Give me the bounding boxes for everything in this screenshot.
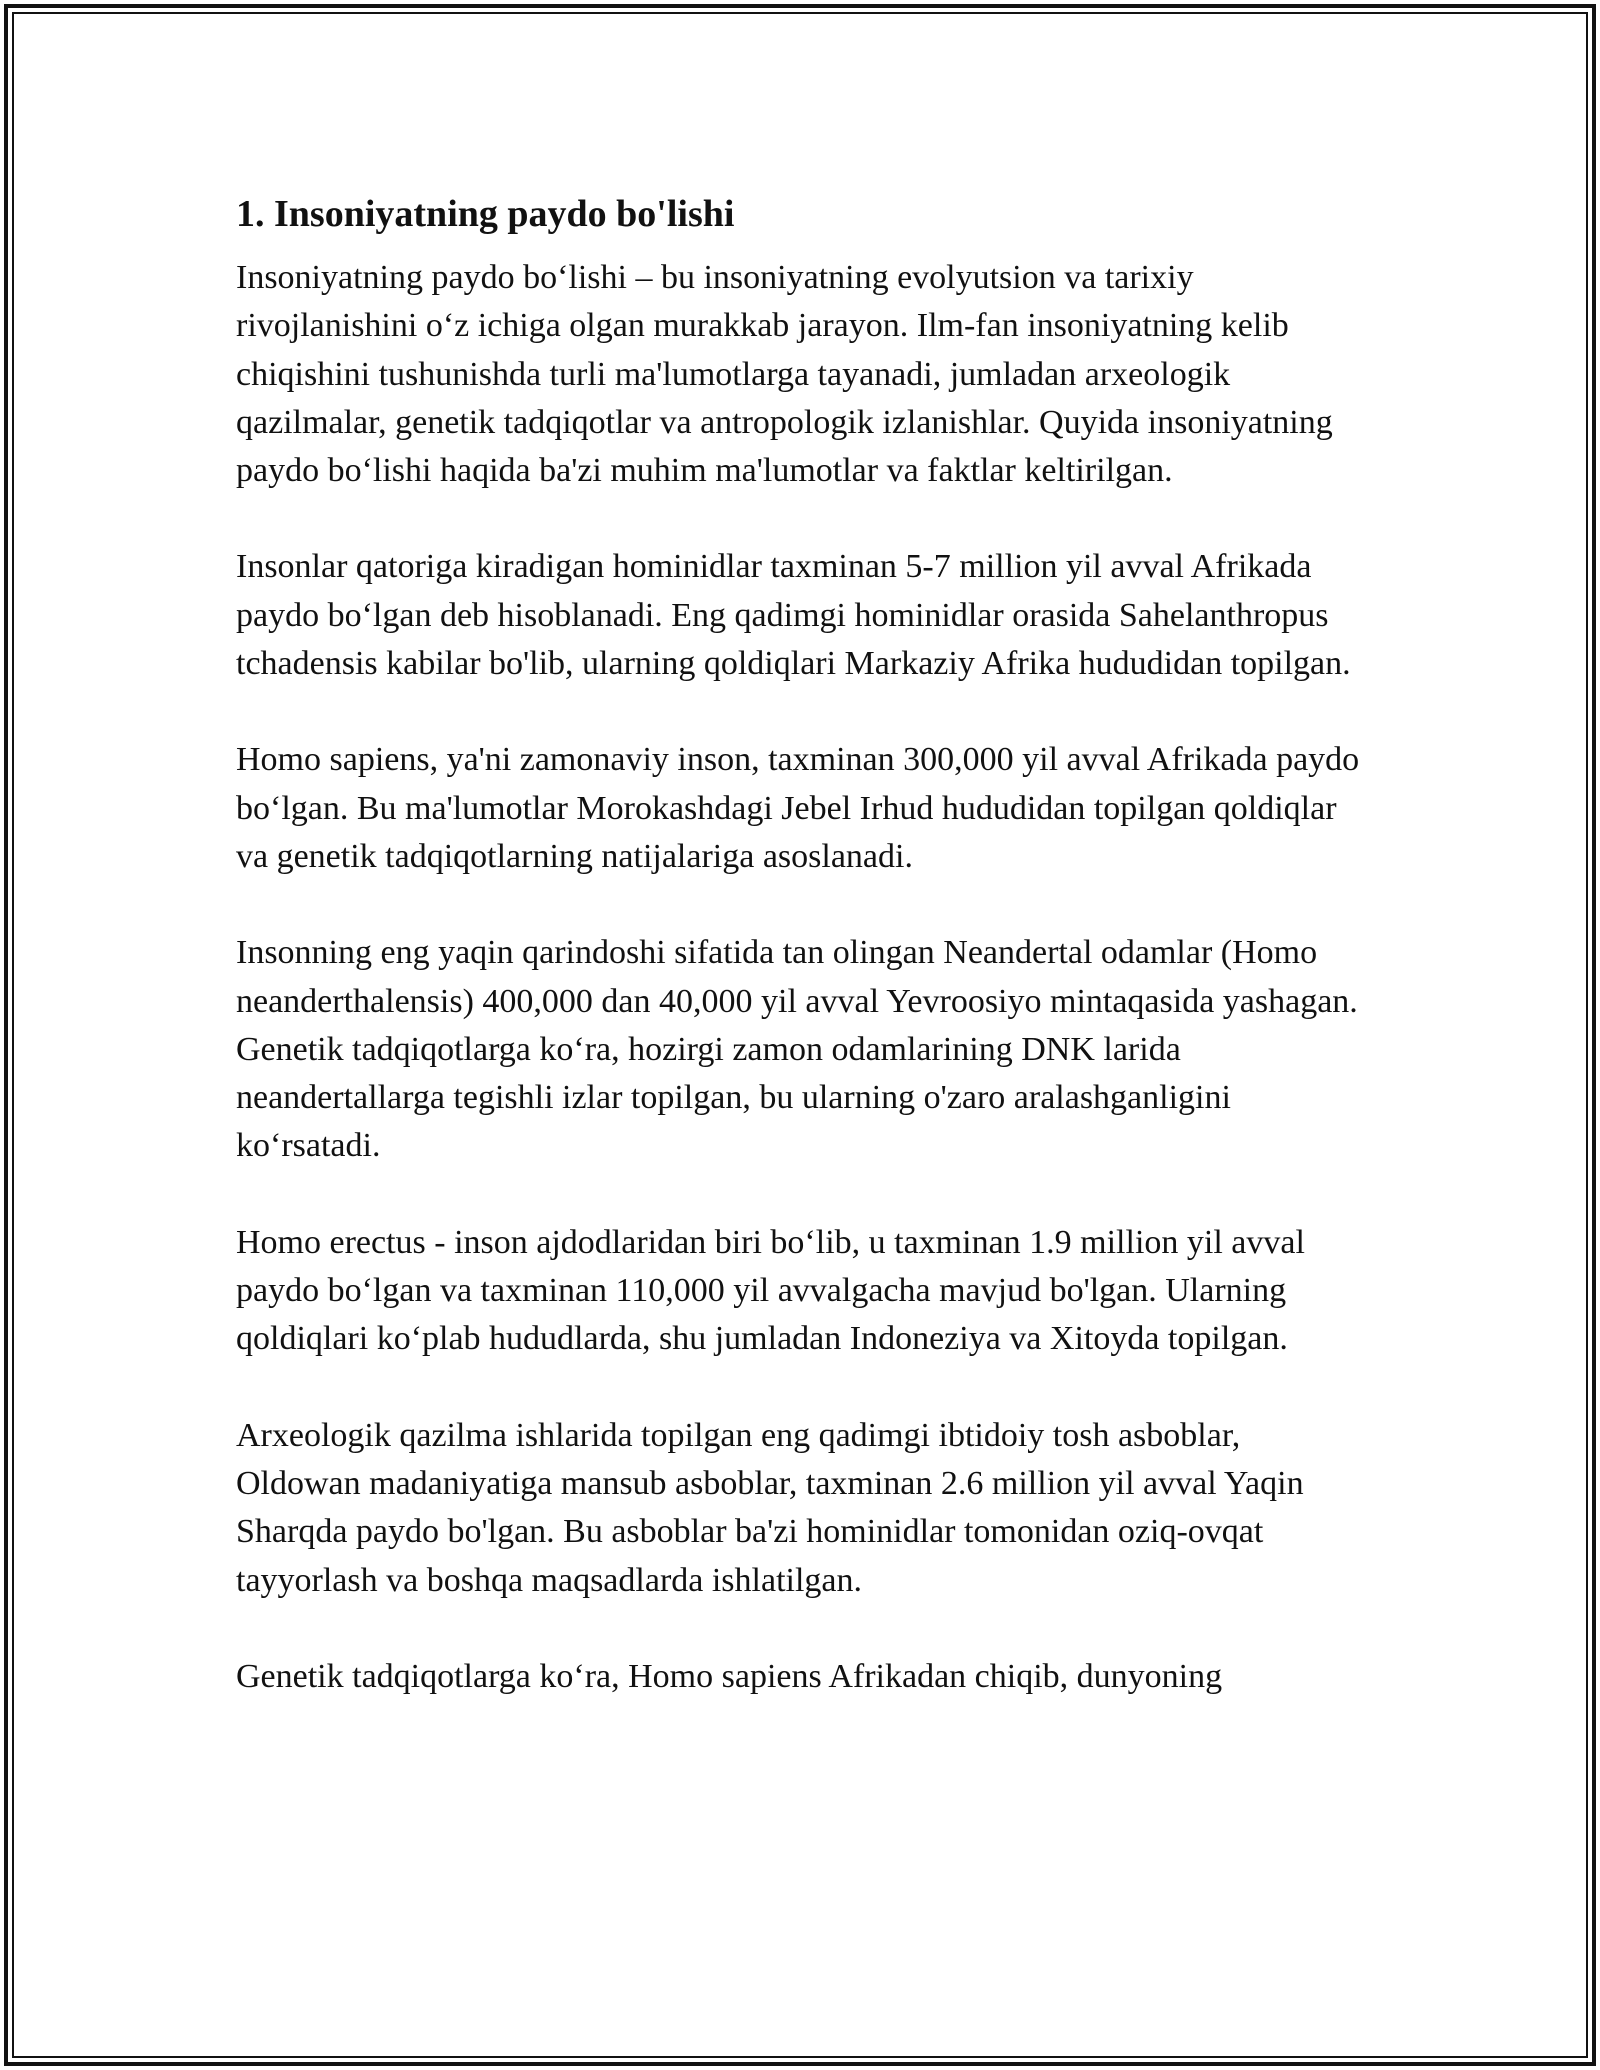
paragraph-genetics: Genetik tadqiqotlarga koʻra, Homo sapiens Afrikadan chiqib, dunyoning <box>236 1657 1223 1695</box>
section-heading: 1. Insoniyatning paydo bo'lishi <box>236 193 735 235</box>
paragraph-neanderthals: Insonning eng yaqin qarindoshi sifatida tan olingan Neandertal odamlar (Homo neanderthalensis) 400,000 dan 40,000 yil avval Yevroosiyo mintaqasida yashagan. Genetik tadqiqotlarga koʻra, hozirgi zamon odamlarining DNK larida neandertallarga tegishli izlar topilgan, bu ularning o'zaro aralashganligini koʻrsatadi. <box>236 934 1358 1165</box>
paragraph-homo-erectus: Homo erectus - inson ajdodlaridan biri boʻlib, u taxminan 1.9 million yil avval paydo boʻlgan va taxminan 110,000 yil avvalgacha mavjud bo'lgan. Ularning qoldiqlari koʻplab hududlarda, shu jumladan Indoneziya va Xitoyda topilgan. <box>236 1223 1305 1358</box>
document-body <box>236 188 1366 1749</box>
paragraph-homo-sapiens: Homo sapiens, ya'ni zamonaviy inson, taxminan 300,000 yil avval Afrikada paydo boʻlgan. Bu ma'lumotlar Morokashdagi Jebel Irhud hududidan topilgan qoldiqlar va genetik tadqiqotlarning natijalariga asoslanadi. <box>236 741 1360 875</box>
paragraph-hominids: Insonlar qatoriga kiradigan hominidlar taxminan 5-7 million yil avval Afrikada paydo boʻlgan deb hisoblanadi. Eng qadimgi hominidlar orasida Sahelanthropus tchadensis kabilar bo'lib, ularning qoldiqlari Markaziy Afrika hududidan topilgan. <box>236 548 1351 683</box>
paragraph-intro: Insoniyatning paydo boʻlishi – bu insoniyatning evolyutsion va tarixiy rivojlanishini oʻz ichiga olgan murakkab jarayon. Ilm-fan insoniyatning kelib chiqishini tushunishda turli ma'lumotlarga tayanadi, jumladan arxeologik qazilmalar, genetik tadqiqotlar va antropologik izlanishlar. Quyida insoniyatning paydo boʻlishi haqida ba'zi muhim ma'lumotlar va faktlar keltirilgan. <box>236 259 1333 490</box>
paragraph-stone-tools: Arxeologik qazilma ishlarida topilgan eng qadimgi ibtidoiy tosh asboblar, Oldowan madaniyatiga mansub asboblar, taxminan 2.6 million yil avval Yaqin Sharqda paydo bo'lgan. Bu asboblar ba'zi hominidlar tomonidan oziq-ovqat tayyorlash va boshqa maqsadlarda ishlatilgan. <box>236 1416 1304 1599</box>
